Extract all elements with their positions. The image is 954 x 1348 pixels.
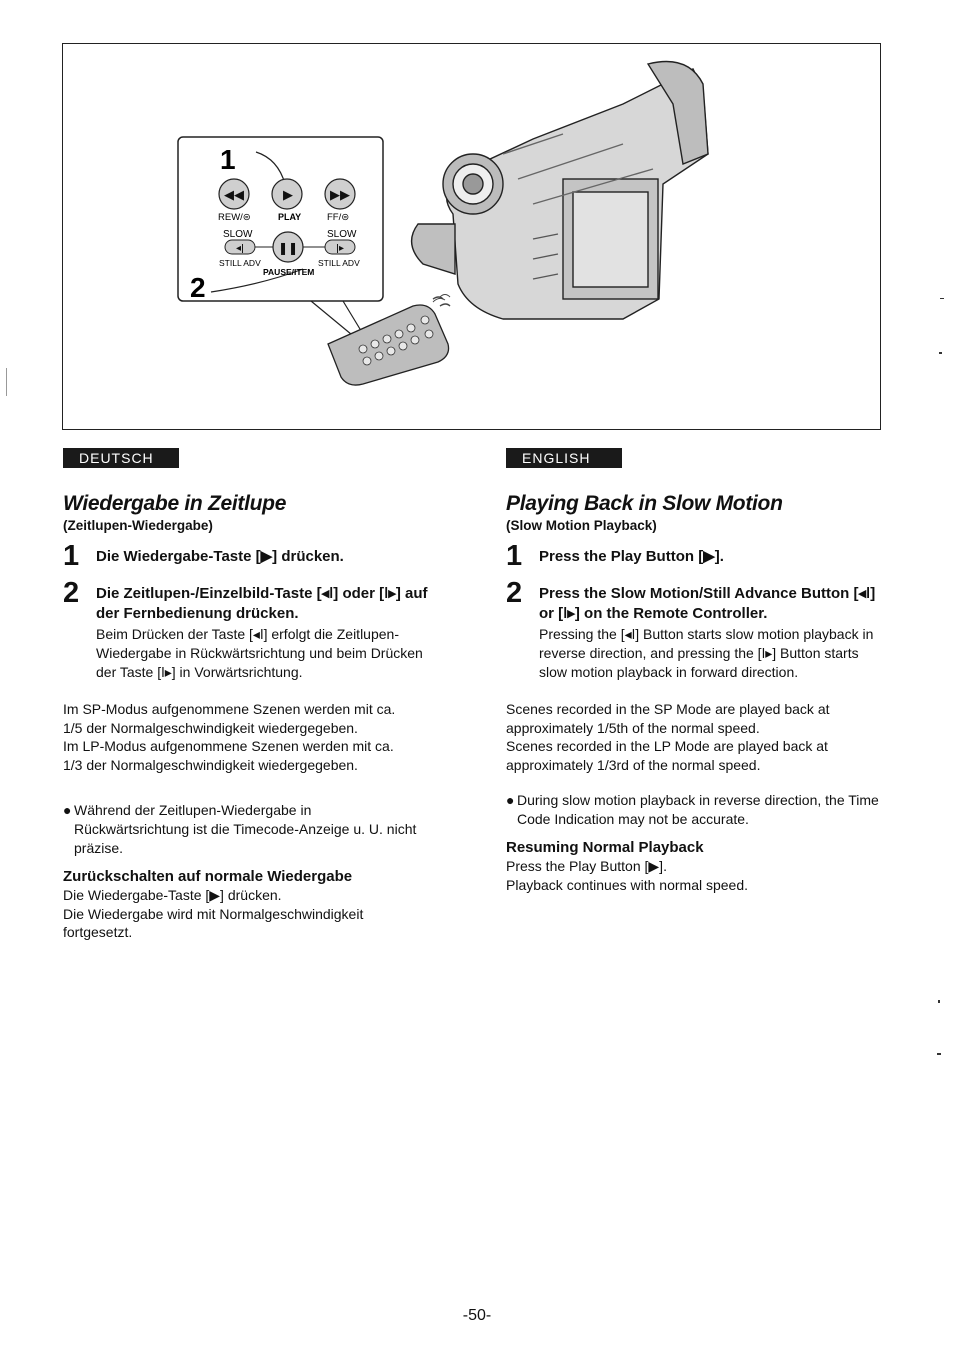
- scan-mark: [6, 368, 7, 396]
- column-deutsch: [63, 448, 463, 942]
- step-1-de: [63, 540, 463, 572]
- language-label-english: ENGLISH: [506, 448, 622, 468]
- scan-mark: [937, 1053, 941, 1055]
- note-bullet-en: [506, 791, 887, 829]
- camcorder-graphic: [412, 62, 708, 320]
- label-pause: PAUSE/ITEM: [263, 267, 315, 277]
- step-2-de: [63, 577, 463, 682]
- step-heading: Press the Play Button [▶].: [539, 548, 724, 565]
- step-heading: Die Wiedergabe-Taste [▶] drücken.: [96, 548, 344, 565]
- note-text: During slow motion playback in reverse direction, the Time Code Indication may not be accurate.: [517, 792, 879, 827]
- illustration-frame: [62, 43, 881, 430]
- label-slow-left: SLOW: [223, 229, 253, 240]
- step-body: Pressing the [◂ǀ] Button starts slow motion playback in reverse direction, and pressing the [ǀ▸] Button starts slow motion playback in forward direction.: [539, 626, 874, 680]
- step-number: 2: [506, 577, 523, 609]
- bullet-dot: ●: [63, 802, 72, 818]
- paragraph-sp-mode: Im SP-Modus aufgenommene Szenen werden mit ca. 1/5 der Normalgeschwindigkeit wiedergegeben.: [63, 701, 396, 736]
- paragraph-sp-mode: Scenes recorded in the SP Mode are played back at approximately 1/5th of the normal speed.: [506, 701, 830, 736]
- step-1-en: [506, 540, 906, 572]
- label-slow-right: SLOW: [327, 229, 357, 240]
- label-still-right: STILL ADV: [318, 258, 360, 268]
- paragraphs-en: [506, 700, 906, 774]
- svg-text:ǀ▸: ǀ▸: [336, 243, 344, 254]
- column-english: [506, 448, 906, 894]
- section-subtitle-de: (Zeitlupen-Wiedergabe): [63, 518, 213, 533]
- section-title-en: Playing Back in Slow Motion: [506, 492, 783, 515]
- step-number: 2: [63, 577, 80, 609]
- label-ff: FF/⊜: [327, 212, 350, 223]
- remote-controller-graphic: [328, 295, 450, 386]
- section-subtitle-en: (Slow Motion Playback): [506, 518, 657, 533]
- step-heading: Die Zeitlupen-/Einzelbild-Taste [◂ǀ] oder [ǀ▸] auf der Fernbedienung drücken.: [96, 585, 428, 622]
- resume-line-2-en: Playback continues with normal speed.: [506, 876, 749, 893]
- section-title-de: Wiedergabe in Zeitlupe: [63, 492, 287, 515]
- label-rew: REW/⊜: [218, 212, 251, 223]
- svg-text:◀◀: ◀◀: [224, 188, 244, 203]
- note-text: Während der Zeitlupen-Wiedergabe in Rückwärtsrichtung ist die Timecode-Anzeige u. U. nicht präzise.: [74, 802, 417, 856]
- bullet-dot: ●: [506, 792, 515, 808]
- resume-line-1-en: Press the Play Button [▶].: [506, 858, 667, 874]
- paragraphs-de: [63, 700, 463, 774]
- resume-heading-de: Zurückschalten auf normale Wiedergabe: [63, 868, 353, 885]
- scan-mark: [938, 1000, 940, 1003]
- step-number: 1: [506, 540, 523, 572]
- resume-line-2-de: Die Wiedergabe wird mit Normalgeschwindigkeit fortgesetzt.: [63, 905, 364, 940]
- step-label-2: 2: [190, 272, 206, 303]
- step-number: 1: [63, 540, 80, 572]
- scan-mark: [939, 352, 942, 354]
- resume-line-1-de: Die Wiedergabe-Taste [▶] drücken.: [63, 887, 282, 903]
- resume-heading-en: Resuming Normal Playback: [506, 839, 704, 856]
- note-bullet-de: [63, 801, 419, 858]
- paragraph-lp-mode: Im LP-Modus aufgenommene Szenen werden mit ca. 1/3 der Normalgeschwindigkeit wiedergegeben.: [63, 738, 394, 773]
- step-heading: Press the Slow Motion/Still Advance Button [◂ǀ] or [ǀ▸] on the Remote Controller.: [539, 585, 876, 622]
- scan-mark: [940, 298, 944, 299]
- step-body: Beim Drücken der Taste [◂ǀ] erfolgt die Zeitlupen-Wiedergabe in Rückwärtsrichtung und beim Drücken der Taste [ǀ▸] in Vorwärtsrichtung.: [96, 626, 423, 680]
- label-still-left: STILL ADV: [219, 258, 261, 268]
- svg-text:◂ǀ: ◂ǀ: [236, 243, 244, 254]
- camcorder-remote-illustration: [63, 44, 882, 431]
- label-play: PLAY: [278, 212, 302, 222]
- svg-text:▶▶: ▶▶: [330, 188, 350, 203]
- language-label-deutsch: DEUTSCH: [63, 448, 179, 468]
- svg-text:▶: ▶: [283, 188, 293, 203]
- step-label-1: 1: [220, 144, 236, 175]
- page-number: -50-: [462, 1307, 492, 1324]
- svg-text:❚❚: ❚❚: [277, 241, 299, 255]
- step-2-en: [506, 577, 906, 682]
- paragraph-lp-mode: Scenes recorded in the LP Mode are played back at approximately 1/3rd of the normal speed.: [506, 738, 828, 773]
